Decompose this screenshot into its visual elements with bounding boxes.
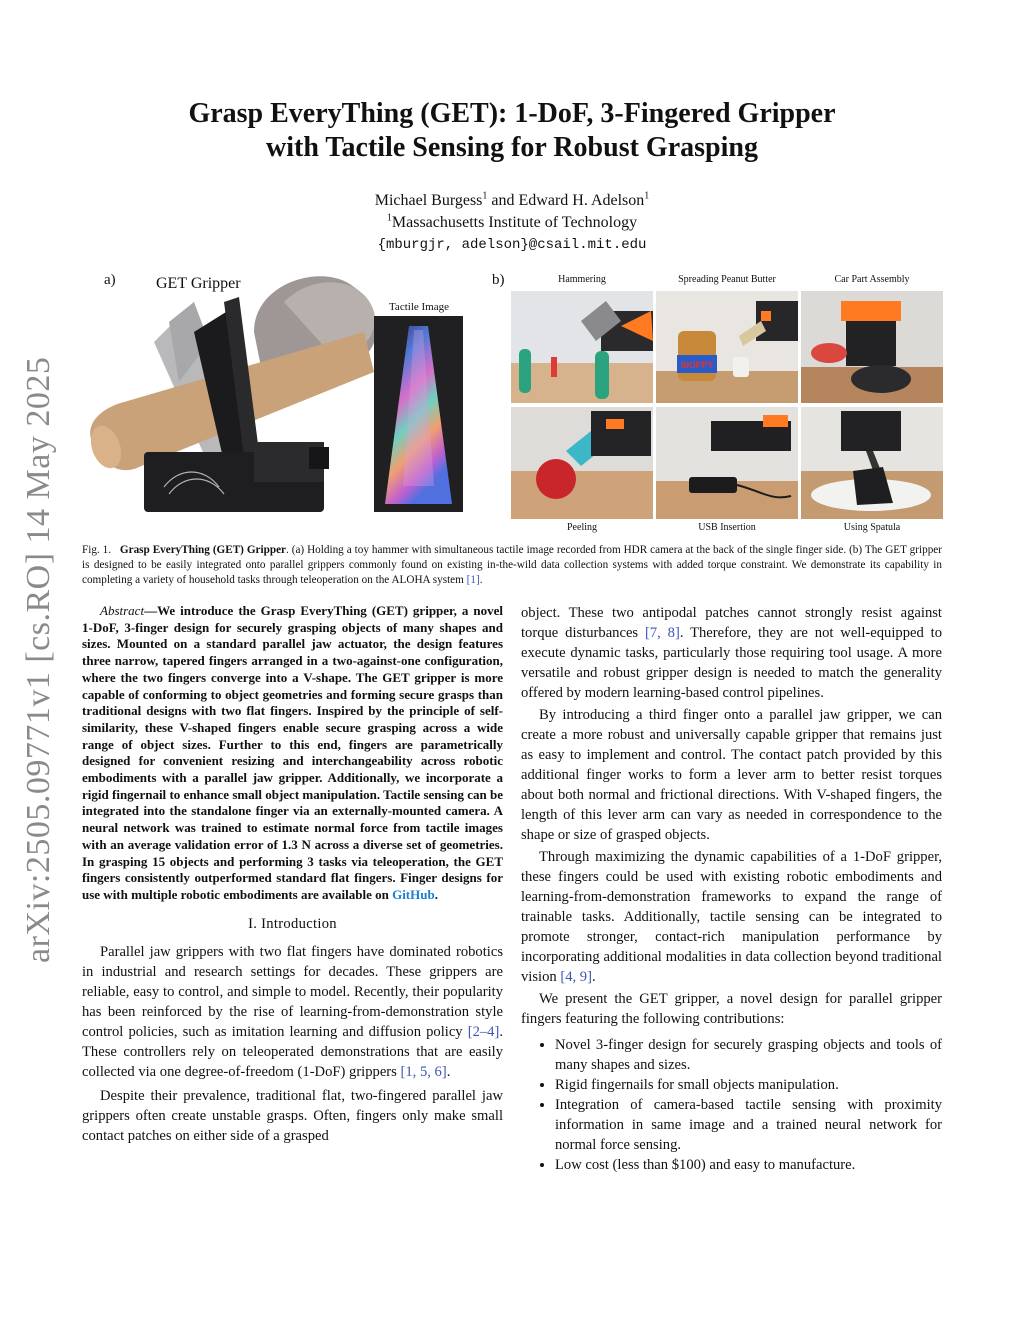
photo-usb (656, 407, 798, 519)
photo-peanut-butter (656, 291, 798, 403)
cite-4-9[interactable]: [4, 9] (560, 969, 592, 985)
affiliation-name: Massachusetts Institute of Technology (391, 214, 638, 231)
author-block (100, 190, 924, 256)
photo-peeling (511, 407, 653, 519)
figure-label-a: a) (104, 272, 116, 288)
author-email: {mburgjr, adelson}@csail.mit.edu (377, 237, 647, 253)
contribution-item: • Low cost (less than $100) and easy to manufacture. (555, 1155, 942, 1175)
abstract-text: We introduce the Grasp EveryThing (GET) gripper, a novel 1-DoF, 3-finger design for securely grasping objects of many shapes and sizes. Mounted on a standard parallel jaw actuator, the design features three narrow, tapered fingers arranged in a two-against-one configuration, where the two fingers converge into a V-shape. The GET gripper is more capable of conforming to object geometries and forming secure grasps than traditional designs with two flat fingers. Inspired by the principle of self-similarity, these V-shaped fingers enable secure grasping across a wide range of object sizes. Further to this end, fingers are parametrically designed for convenient resizing and interchangeability across robotic embodiments with a parallel jaw gripper. Additionally, we incorporate a rigid fingernail to enhance small object manipulation. Tactile sensing can be integrated into the standalone finger via an externally-mounted camera. A neural network was trained to estimate normal force from tactile images with an average validation error of 1.3 N across a diverse set of geometries. In grasping 15 objects and performing 3 tasks via teleoperation, the GET fingers consistently outperformed standard flat fingers. Finger designs for use with multiple robotic embodiments are available on (82, 603, 503, 902)
author-names (100, 190, 924, 212)
photo-car-part (801, 291, 943, 403)
photo-spatula (801, 407, 943, 519)
title-line-2: with Tactile Sensing for Robust Grasping (266, 132, 758, 163)
task-label-usb: USB Insertion (698, 522, 756, 533)
intro-paragraph-3 (521, 603, 942, 703)
caption-end: . (479, 574, 483, 586)
author-and: and (487, 192, 519, 209)
author-2: Edward H. Adelson (518, 192, 645, 209)
abstract-label: Abstract (100, 603, 145, 618)
caption-text: . (a) Holding a toy hammer with simultaneous tactile image recorded from HDR camera at the back of the single finger side. (b) The GET gripper is designed to be easily integrated onto parallel grippers commonly found on existing in-the-wild data collection systems with added torque constraint. We demonstrate its capability in completing a variety of household tasks through teleoperation on the ALOHA system (82, 544, 942, 586)
task-label-spatula: Using Spatula (843, 522, 901, 533)
github-link[interactable]: GitHub (392, 886, 435, 902)
arxiv-stamp: arXiv:2505.09771v1 [cs.RO] 14 May 2025 (20, 356, 57, 963)
caption-prefix: Fig. 1. (82, 544, 112, 556)
intro-paragraph-5 (521, 847, 942, 987)
contribution-item: • Rigid fingernails for small objects manipulation. (555, 1075, 942, 1095)
contribution-item: • Novel 3-finger design for securely grasping objects and tools of many shapes and sizes. (555, 1035, 942, 1075)
intro-paragraph-1 (82, 942, 503, 1082)
cite-1-5-6[interactable]: [1, 5, 6] (400, 1063, 447, 1080)
tactile-title: Tactile Image (388, 301, 449, 313)
contribution-list (521, 1035, 942, 1175)
affiliation (100, 212, 924, 234)
author-2-sup: 1 (644, 190, 650, 202)
task-photo-grid (511, 291, 943, 519)
section-heading-introduction: I. Introduction (248, 915, 337, 932)
task-label-peanut-butter: Spreading Peanut Butter (678, 274, 776, 285)
caption-cite[interactable]: [1] (466, 574, 480, 586)
paper-title (100, 97, 924, 165)
cite-7-8[interactable]: [7, 8] (644, 625, 680, 641)
cite-2-4[interactable]: [2–4] (467, 1023, 500, 1040)
task-label-car-part: Car Part Assembly (834, 274, 910, 285)
intro-paragraph-4: By introducing a third finger onto a parallel jaw gripper, we can create a more robust and universally capable gripper that remains just as easy to implement and control. The contact patch provided by this additional finger works to form a lever arm to better resist torques about both normal and frictional directions. With V-shaped fingers, the length of this lever arm can vary as needed in correspondence to the shape or size of grasped objects. (521, 707, 942, 843)
affiliation-sup: 1 (386, 212, 392, 224)
intro-p5-end: . (591, 969, 596, 985)
intro-p3-text-b: . Therefore, they are not well-equipped to execute dynamic tasks, particularly those requiring tool usage. A more versatile and robust gripper design is needed to match the generality offered by modern learning-based control pipelines. (521, 625, 942, 701)
caption-bold: Grasp EveryThing (GET) Gripper (119, 544, 286, 556)
tactile-image (374, 316, 463, 512)
author-1-sup: 1 (482, 190, 488, 202)
intro-p5-text: Through maximizing the dynamic capabilities of a 1-DoF gripper, these fingers could be used with existing robotic embodiments and learning-from-demonstration frameworks to expand the range of trainable tasks. Additionally, tactile sensing can be integrated to promote stronger, contact-rich manipulation performance by incorporating additional modalities in data collection beyond traditional vision (521, 849, 942, 985)
intro-p3-text-a: object. These two antipodal patches cannot strongly resist against torque disturbances (521, 605, 942, 641)
task-label-hammering: Hammering (558, 274, 606, 285)
intro-p1-end: . (446, 1063, 451, 1080)
task-label-peeling: Peeling (567, 522, 597, 533)
intro-paragraph-2: Despite their prevalence, traditional flat, two-fingered parallel jaw grippers often create unstable grasps. Often, fingers only make small contact patches on either side of a grasped (82, 1087, 503, 1144)
right-column (521, 603, 942, 1175)
intro-paragraph-6: We present the GET gripper, a novel design for parallel gripper fingers featuring the following contributions: (521, 991, 942, 1027)
figure-label-b: b) (492, 272, 505, 288)
jar-label: SKIPPY (680, 360, 714, 370)
author-1: Michael Burgess (374, 192, 483, 209)
abstract-end: . (434, 886, 438, 902)
figure-caption (82, 543, 942, 588)
contribution-item: • Integration of camera-based tactile sensing with proximity information in same image and a trained neural network for normal force sensing. (555, 1095, 942, 1155)
abstract-dash: — (144, 603, 158, 618)
title-line-1: Grasp EveryThing (GET): 1-DoF, 3-Fingered Gripper (188, 98, 836, 129)
gripper-title: GET Gripper (156, 275, 241, 292)
intro-p1-text-a: Parallel jaw grippers with two flat fingers have dominated robotics in industrial and research settings for decades. These grippers are reliable, easy to control, and simple to model. Recently, their popularity has been reinforced by the rise of learning-from-demonstration style control policies, such as imitation learning and diffusion policy (82, 943, 503, 1040)
photo-hammering (511, 291, 653, 403)
intro-p1-text-b: . These controllers rely on teleoperated demonstrations that are easily collected via one degree-of-freedom (1-DoF) grippers (82, 1023, 503, 1080)
left-column (82, 603, 503, 1146)
abstract (82, 603, 503, 904)
